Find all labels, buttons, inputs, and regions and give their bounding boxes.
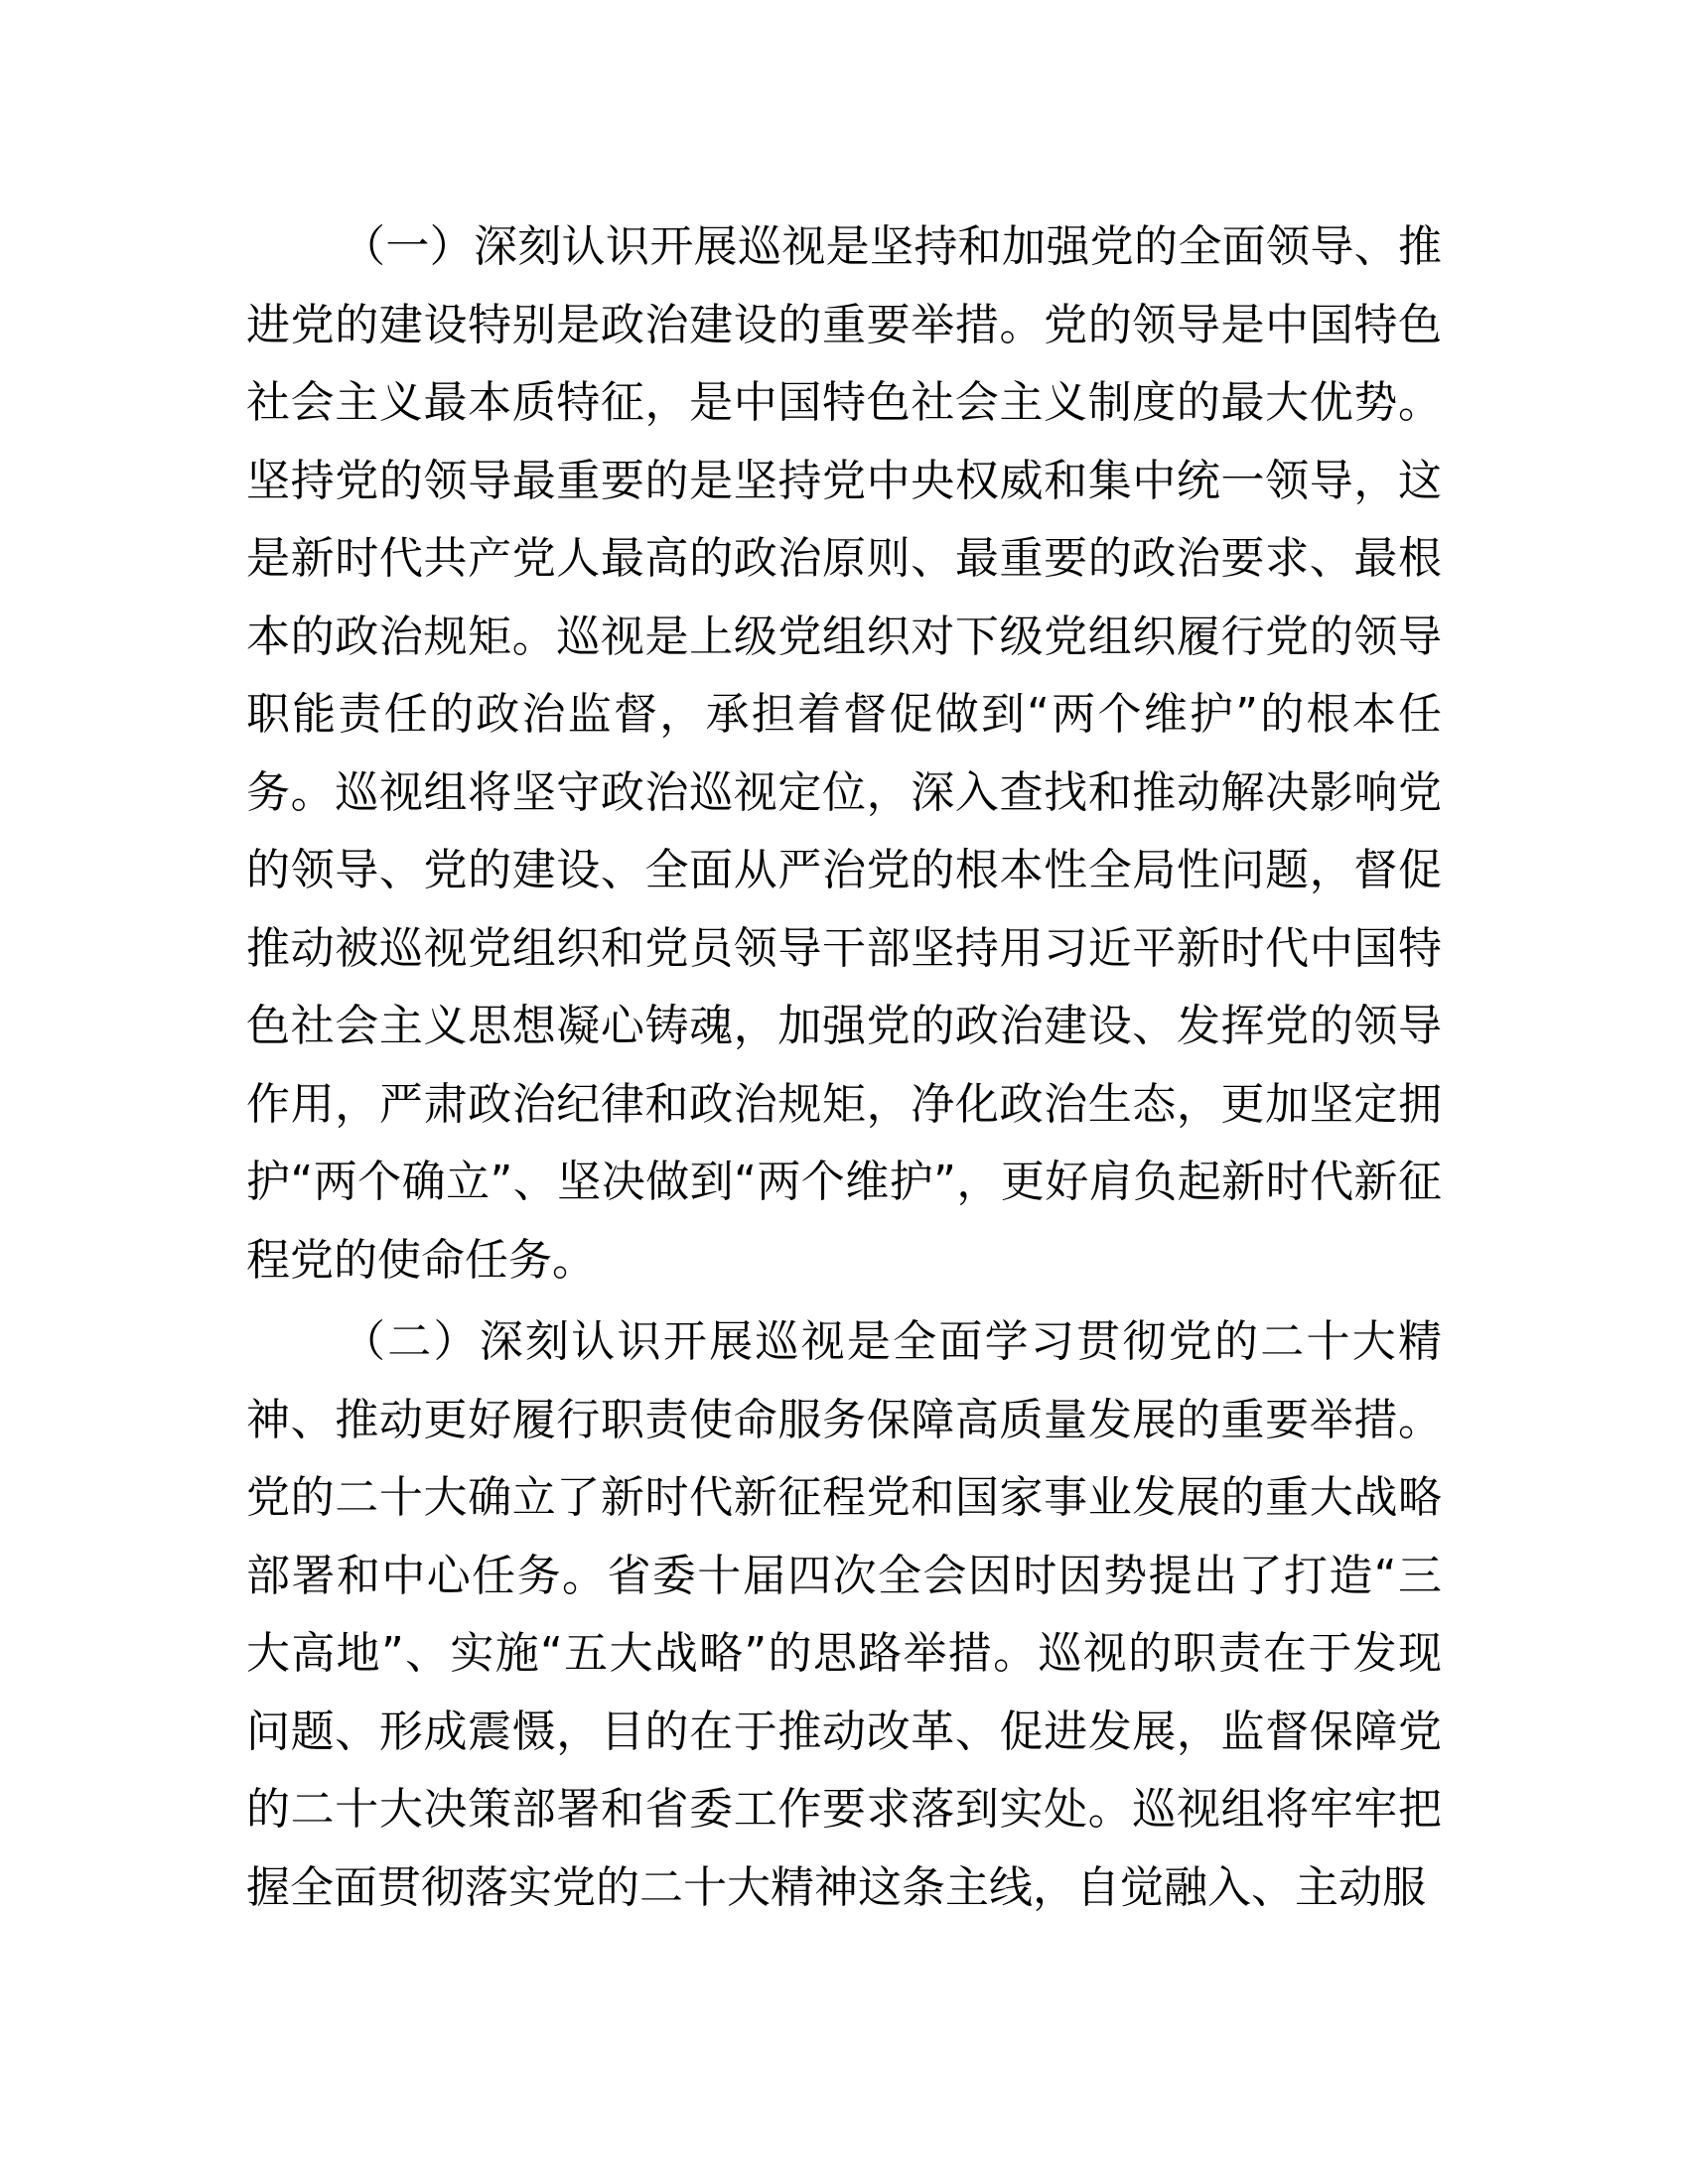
paragraph-2: （二）深刻认识开展巡视是全面学习贯彻党的二十大精神、推动更好履行职责使命服务保障高质量发展的重要举措。党的二十大确立了新时代新征程党和国家事业发展的重大战略部署和中心任务。省委十届四次全会因时因势提出了打造“三大高地”、实施“五大战略”的思路举措。巡视的职责在于发现问题、形成震慑，目的在于推动改革、促进发展，监督保障党的二十大决策部署和省委工作要求落到实处。巡视组将牢牢把握全面贯彻落实党的二十大精神这条主线，自觉融入、主动服 — [246, 1316, 1442, 1913]
document-body — [246, 208, 1442, 1927]
paragraph-1: （一）深刻认识开展巡视是坚持和加强党的全面领导、推进党的建设特别是政治建设的重要举措。党的领导是中国特色社会主义最本质特征，是中国特色社会主义制度的最大优势。坚持党的领导最重要的是坚持党中央权威和集中统一领导，这是新时代共产党人最高的政治原则、最重要的政治要求、最根本的政治规矩。巡视是上级党组织对下级党组织履行党的领导职能责任的政治监督，承担着督促做到“两个维护”的根本任务。巡视组将坚守政治巡视定位，深入查找和推动解决影响党的领导、党的建设、全面从严治党的根本性全局性问题，督促推动被巡视党组织和党员领导干部坚持用习近平新时代中国特色社会主义思想凝心铸魂，加强党的政治建设、发挥党的领导作用，严肃政治纪律和政治规矩，净化政治生态，更加坚定拥护“两个确立”、坚决做到“两个维护”，更好肩负起新时代新征程党的使命任务。 — [246, 221, 1442, 1286]
